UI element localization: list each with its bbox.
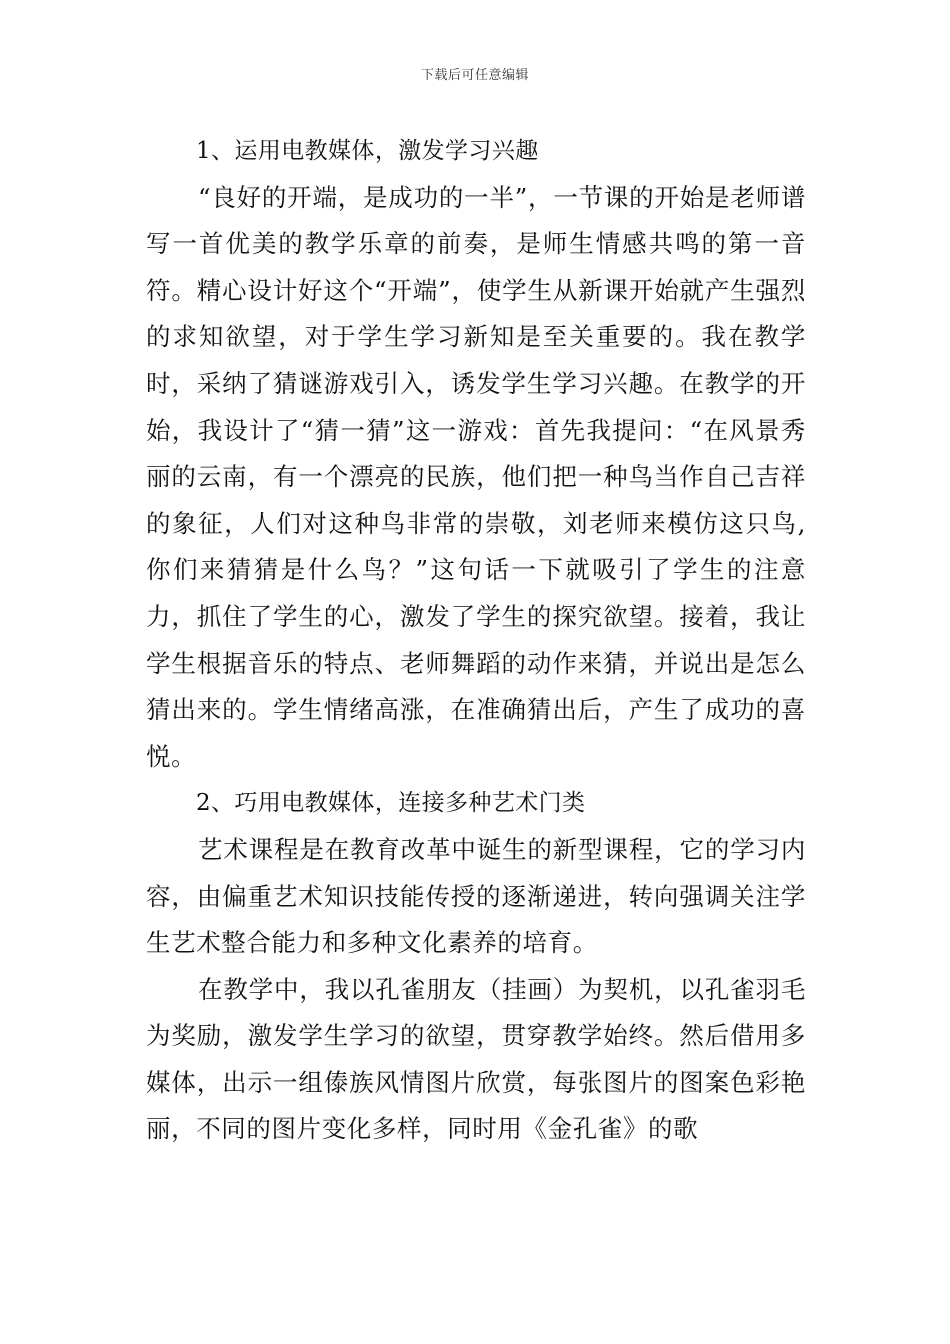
page-header: 下载后可任意编辑	[420, 68, 529, 83]
document-body	[146, 128, 806, 1153]
section-2-heading: 2、巧用电教媒体，连接多种艺术门类	[196, 790, 586, 817]
section-1-paragraph-1: “良好的开端，是成功的一半”，一节课的开始是老师谱写一首优美的教学乐章的前奏，是师生情感共鸣的第一音符。精心设计好这个“开端”，使学生从新课开始就产生强烈的求知欲望，对于学生学习新知是至关重要的。我在教学时，采纳了猜谜游戏引入，诱发学生学习兴趣。在教学的开始，我设计了“猜一猜”这一游戏：首先我提问：“在风景秀丽的云南，有一个漂亮的民族，他们把一种鸟当作自己吉祥的象征，人们对这种鸟非常的崇敬，刘老师来模仿这只鸟,你们来猜猜是什么鸟？”这句话一下就吸引了学生的注意力，抓住了学生的心，激发了学生的探究欲望。接着，我让学生根据音乐的特点、老师舞蹈的动作来猜，并说出是怎么猜出来的。学生情绪高涨，在准确猜出后，产生了成功的喜悦。	[146, 182, 806, 771]
section-2-paragraph-1: 艺术课程是在教育改革中诞生的新型课程，它的学习内容，由偏重艺术知识技能传授的逐渐递进，转向强调关注学生艺术整合能力和多种文化素养的培育。	[146, 834, 806, 958]
section-2-paragraph-2: 在教学中，我以孔雀朋友（挂画）为契机，以孔雀羽毛为奖励，激发学生学习的欲望，贯穿教学始终。然后借用多媒体，出示一组傣族风情图片欣赏，每张图片的图案色彩艳丽，不同的图片变化多样，同时用《金孔雀》的歌	[146, 974, 806, 1144]
section-1-heading: 1、运用电教媒体，激发学习兴趣	[196, 138, 539, 164]
